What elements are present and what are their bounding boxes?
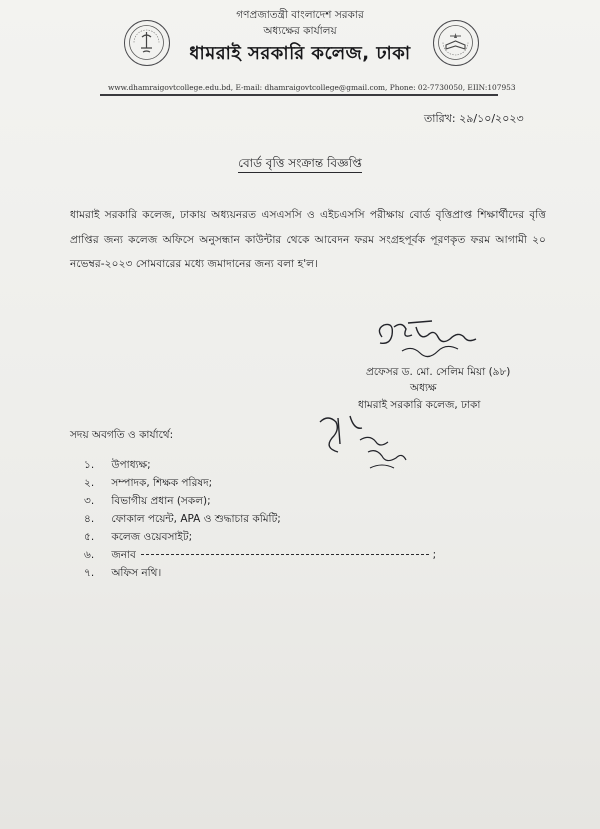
- item-text: ফোকাল পয়েন্ট, APA ও শুদ্ধাচার কমিটি;: [111, 513, 281, 525]
- item-number: ৫.: [84, 531, 95, 543]
- signatory-title: অধ্যক্ষ: [410, 382, 437, 394]
- signatory-college: ধামরাই সরকারি কলেজ, ঢাকা: [358, 399, 481, 411]
- item-text: বিভাগীয় প্রধান (সকল);: [111, 495, 211, 507]
- notice-body: ধামরাই সরকারি কলেজ, ঢাকায় অধ্যয়নরত এসএসসি ও এইচএসসি পরীক্ষায় বোর্ড বৃত্তিপ্রাপ্ত শিক্ষার্থীদের বৃত্তি প্রাপ্তির জন্য কলেজ অফিসে অনুসন্ধান কাউন্টার থেকে আবেদন ফরম সংগ্রহপূর্বক পূরণকৃত ফরম আগামী ২০ নভেম্বর-২০২৩ সোমবারের মধ্যে জমাদানের জন্য বলা হ'ল।: [70, 208, 546, 270]
- distribution-label: সদয় অবগতি ও কার্যার্থে:: [70, 429, 174, 441]
- distribution-item: [84, 476, 212, 493]
- notice-date: তারিখ: ২৯/১০/২০২৩: [424, 112, 524, 125]
- blank-end: ;: [432, 549, 437, 561]
- item-number: ৪.: [84, 513, 95, 525]
- distribution-item: [84, 530, 192, 547]
- item-number: ৭.: [84, 567, 95, 579]
- item-number: ৬.: [84, 549, 95, 561]
- distribution-item: [84, 566, 161, 583]
- item-text: উপাধ্যক্ষ;: [111, 459, 151, 471]
- initials-signature-icon: [310, 408, 420, 478]
- government-name: গণপ্রজাতন্ত্রী বাংলাদেশ সরকার: [236, 9, 364, 21]
- contact-line: www.dhamraigovtcollege.edu.bd, E-mail: dhamraigovtcollege@gmail.com, Phone: 02-7730050, EIIN:107953: [108, 83, 516, 92]
- notice-subject: [0, 155, 600, 175]
- notice-subject-text: বোর্ড বৃত্তি সংক্রান্ত বিজ্ঞপ্তি: [238, 156, 362, 173]
- item-text: অফিস নথি।: [111, 567, 162, 579]
- office-name: অধ্যক্ষের কার্যালয়: [263, 25, 337, 37]
- distribution-item: [84, 512, 281, 529]
- item-text: সম্পাদক, শিক্ষক পরিষদ;: [111, 477, 213, 489]
- blank-fill-line: [141, 554, 429, 556]
- distribution-item: [84, 458, 151, 475]
- college-name: ধামরাই সরকারি কলেজ, ঢাকা: [189, 43, 411, 64]
- item-number: ২.: [84, 477, 95, 489]
- signatory-name: প্রফেসর ড. মো. সেলিম মিয়া (৯৮): [366, 366, 511, 378]
- distribution-item: [84, 548, 436, 565]
- signature-icon: [372, 317, 482, 367]
- item-text: কলেজ ওয়েবসাইট;: [111, 531, 193, 543]
- header-divider: [100, 94, 498, 96]
- item-text: জনাব: [111, 549, 136, 561]
- item-number: ৩.: [84, 495, 95, 507]
- distribution-item: [84, 494, 211, 511]
- item-number: ১.: [84, 459, 95, 471]
